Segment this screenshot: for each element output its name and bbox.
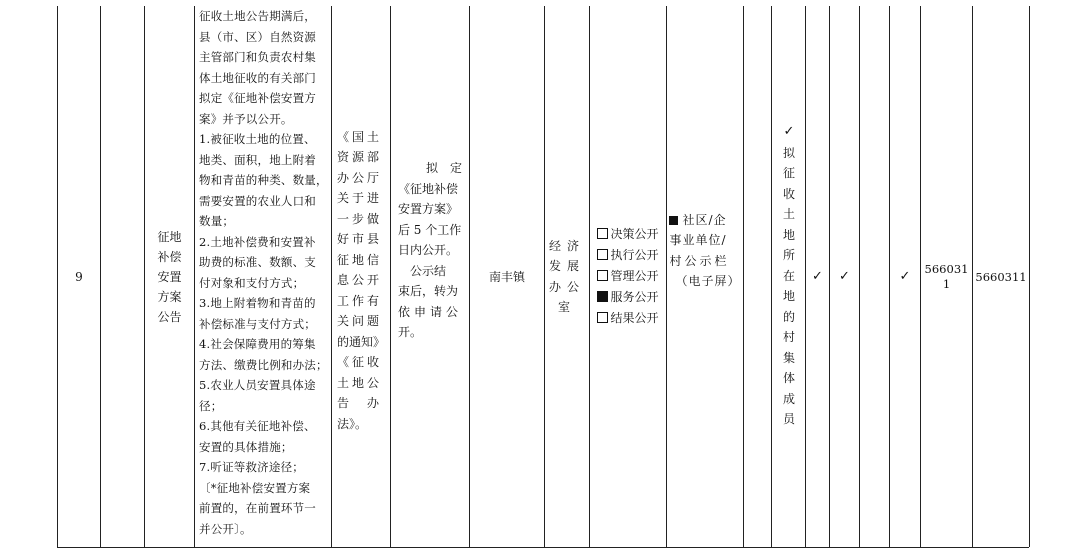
checked-box-icon (597, 291, 608, 302)
item-content: 征收土地公告期满后， 县（市、区）自然资源 主管部门和负责农村集 体土地征收的有关部门 拟定《征地补偿安置方 案》并予以公开。 1.被征收土地的位置、 地类、面积，地上附着 物和青苗的种类、数量， 需要安置的农业人口和 数量； 2.土地补偿费和安置补 助费的标准、数额、支 付对象和支付方式； 3.地上附着物和青苗的 补偿标准与支付方式； 4.社会保障费用的筹集 方法、缴费比例和办法； 5.农业人员安置具体途 径； 6.其他有关征地补偿、 安置的具体措施； 7.听证等救济途径； 〔*征地补偿安置方案 前置的，在前置环节一 并公开〕。 (199, 9, 328, 536)
rule (771, 6, 772, 547)
category-option: 服务公开 (597, 287, 658, 308)
category-option: 结果公开 (597, 308, 658, 329)
rule (1029, 6, 1030, 547)
filled-square-icon (669, 216, 678, 225)
item-office: 经济 发展 办公 室 (548, 238, 585, 314)
code-b: 5660311 (975, 269, 1027, 284)
checkbox-icon (597, 270, 608, 281)
category-option: 管理公开 (597, 266, 658, 287)
check-mark-icon: ✓ (899, 268, 911, 284)
code-a: 566031 1 (924, 261, 969, 291)
rule (100, 6, 101, 547)
bottom-rule (57, 547, 1029, 548)
item-time-limit: 拟 定 《征地补偿 安置方案》 后 5 个工作 日内公开。 公示结 束后，转为 依申请公 开。 (397, 161, 462, 340)
rule (194, 6, 195, 547)
item-responsible-org: 南丰镇 (488, 269, 525, 284)
check-mark-icon: ✓ (812, 268, 823, 284)
item-basis: 《国土 资源部 办公厅 关于进 一步做 好市县 征地信 息公开 工作有 关问题 的通知》 《征收 土地公 告 办 法》。 (336, 129, 385, 431)
empty-check-cell (860, 6, 889, 547)
category-option: 执行公开 (597, 245, 658, 266)
item-categories (590, 6, 666, 547)
row-index: 9 (75, 269, 83, 284)
check-mark-icon: ✓ (839, 268, 850, 284)
checkbox-icon (597, 228, 608, 239)
category-option: 决策公开 (597, 224, 658, 245)
checkbox-icon (597, 312, 608, 323)
checkbox-icon (597, 249, 608, 260)
rule (743, 6, 744, 547)
item-channel: 社区/企 事业单位/ 村公示栏 （电子屏） (669, 212, 741, 288)
item-scope: ✓ 拟 征 收 土 地 所 在 地 的 村 集 体 成 员 (778, 122, 800, 430)
item-subject: 征地 补偿 安置 方案 公告 (157, 229, 182, 324)
check-mark-icon: ✓ (783, 124, 795, 139)
